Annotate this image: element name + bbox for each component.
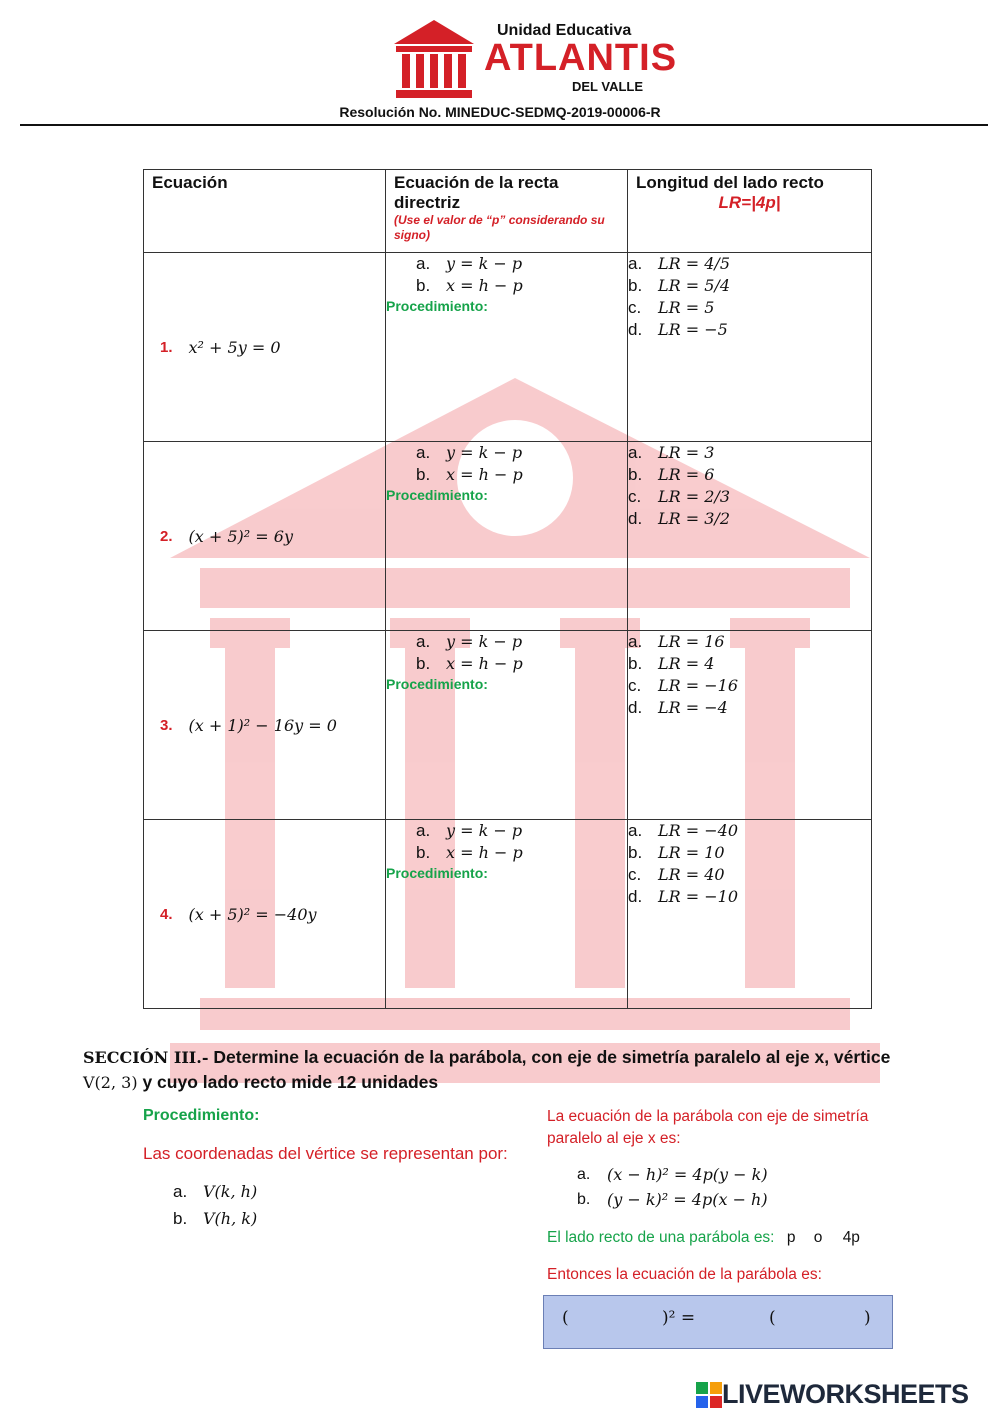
lr-option-a[interactable]: a. LR = −40: [628, 821, 739, 840]
table-row: [144, 253, 872, 442]
directrix-note: (Use el valor de “p” considerando su signo): [394, 213, 605, 242]
lr-formula: LR=|4p|: [718, 193, 781, 212]
vertex-option-a[interactable]: a. V(k, h): [173, 1182, 258, 1201]
footer-brand: [696, 1379, 969, 1410]
school-name: ATLANTIS: [484, 37, 678, 79]
header-directrix: Ecuación de la recta directriz (Use el valor de “p” considerando su signo): [386, 170, 628, 253]
lr-option-d[interactable]: d. LR = −4: [628, 698, 728, 717]
section-text-1: Determine la ecuación de la parábola, con eje de simetría paralelo al eje x, vértice: [213, 1047, 891, 1067]
header-divider: [20, 124, 988, 126]
directrix-option-b[interactable]: b. x = h − p: [416, 843, 523, 862]
lr-option-b[interactable]: b. LR = 6: [628, 465, 715, 484]
vertex-question: Las coordenadas del vértice se representan por:: [143, 1144, 508, 1163]
table-row: [144, 442, 872, 631]
directrix-option-a[interactable]: a. y = k − p: [416, 632, 523, 651]
final-question: Entonces la ecuación de la parábola es:: [547, 1266, 822, 1283]
header-equation: Ecuación: [144, 170, 386, 253]
directrix-option-b[interactable]: b. x = h − p: [416, 276, 523, 295]
procedure-label: Procedimiento:: [143, 1107, 260, 1124]
header: [0, 0, 1000, 130]
directrix-option-a[interactable]: a. y = k − p: [416, 443, 523, 462]
school-location: DEL VALLE: [572, 79, 644, 94]
axis-question: La ecuación de la parábola con eje de simetría paralelo al eje x es:: [547, 1108, 869, 1147]
lr-option-d[interactable]: d. LR = −10: [628, 887, 739, 906]
axis-option-b[interactable]: b. (y − k)² = 4p(x − h): [577, 1190, 768, 1209]
exercise-table: [143, 169, 872, 1009]
resolution-number: Resolución No. MINEDUC-SEDMQ-2019-00006-R: [339, 104, 661, 120]
section-3-statement: [83, 1045, 913, 1095]
school-type: Unidad Educativa: [497, 22, 632, 39]
lr-option-c[interactable]: c. LR = −16: [628, 676, 739, 695]
lr-choice-or: o: [813, 1229, 823, 1246]
procedure-label: Procedimiento:: [386, 676, 488, 692]
directrix-option-b[interactable]: b. x = h − p: [416, 654, 523, 673]
lr-option-c[interactable]: c. LR = 2/3: [628, 487, 730, 506]
section-label: SECCIÓN III.-: [83, 1048, 209, 1067]
lr-option-b[interactable]: b. LR = 5/4: [628, 276, 730, 295]
liveworksheets-logo-icon: [696, 1382, 722, 1408]
lr-option-b[interactable]: b. LR = 10: [628, 843, 725, 862]
answer-paren-open-1: (: [562, 1308, 569, 1328]
procedure-label: Procedimiento:: [386, 298, 488, 314]
lr-option-c[interactable]: c. LR = 5: [628, 298, 715, 317]
lr-question-line: [547, 1229, 907, 1247]
answer-paren-close-1: )² =: [662, 1308, 696, 1328]
row-number: 2.: [160, 527, 173, 545]
lr-option-d[interactable]: d. LR = −5: [628, 320, 728, 339]
directrix-option-b[interactable]: b. x = h − p: [416, 465, 523, 484]
directrix-option-a[interactable]: a. y = k − p: [416, 254, 523, 273]
equation: (x + 5)² = −40y: [188, 904, 317, 924]
equation: (x + 1)² − 16y = 0: [188, 715, 337, 735]
lr-choice-4p[interactable]: 4p: [842, 1229, 860, 1246]
temple-logo-icon: [392, 18, 476, 100]
lr-option-b[interactable]: b. LR = 4: [628, 654, 715, 673]
answer-input-box[interactable]: [543, 1295, 893, 1349]
lr-question: El lado recto de una parábola es:: [547, 1229, 775, 1246]
vertex-value: V(2, 3): [83, 1073, 138, 1092]
vertex-question-block: [143, 1107, 513, 1232]
row-number: 1.: [160, 338, 173, 356]
table-row: [144, 631, 872, 820]
table-header-row: [144, 170, 872, 253]
section-text-2: y cuyo lado recto mide 12 unidades: [142, 1072, 439, 1092]
answer-paren-close-2: ): [864, 1308, 871, 1328]
equation: (x + 5)² = 6y: [188, 526, 293, 546]
lr-option-a[interactable]: a. LR = 16: [628, 632, 725, 651]
procedure-label: Procedimiento:: [386, 487, 488, 503]
header-latus-rectum: Longitud del lado recto LR=|4p|: [628, 170, 872, 253]
axis-question-block: [547, 1106, 907, 1286]
lr-option-c[interactable]: c. LR = 40: [628, 865, 725, 884]
directrix-option-a[interactable]: a. y = k − p: [416, 821, 523, 840]
lr-option-a[interactable]: a. LR = 3: [628, 443, 715, 462]
row-number: 3.: [160, 716, 173, 734]
brand-name: LIVEWORKSHEETS: [722, 1379, 969, 1409]
table-row: [144, 820, 872, 1009]
procedure-label: Procedimiento:: [386, 865, 488, 881]
lr-option-d[interactable]: d. LR = 3/2: [628, 509, 730, 528]
row-number: 4.: [160, 905, 173, 923]
lr-choice-p[interactable]: p: [786, 1229, 796, 1246]
answer-paren-open-2: (: [769, 1308, 776, 1328]
vertex-option-b[interactable]: b. V(h, k): [173, 1209, 258, 1228]
axis-option-a[interactable]: a. (x − h)² = 4p(y − k): [577, 1165, 768, 1184]
equation: x² + 5y = 0: [188, 337, 281, 357]
lr-option-a[interactable]: a. LR = 4/5: [628, 254, 730, 273]
